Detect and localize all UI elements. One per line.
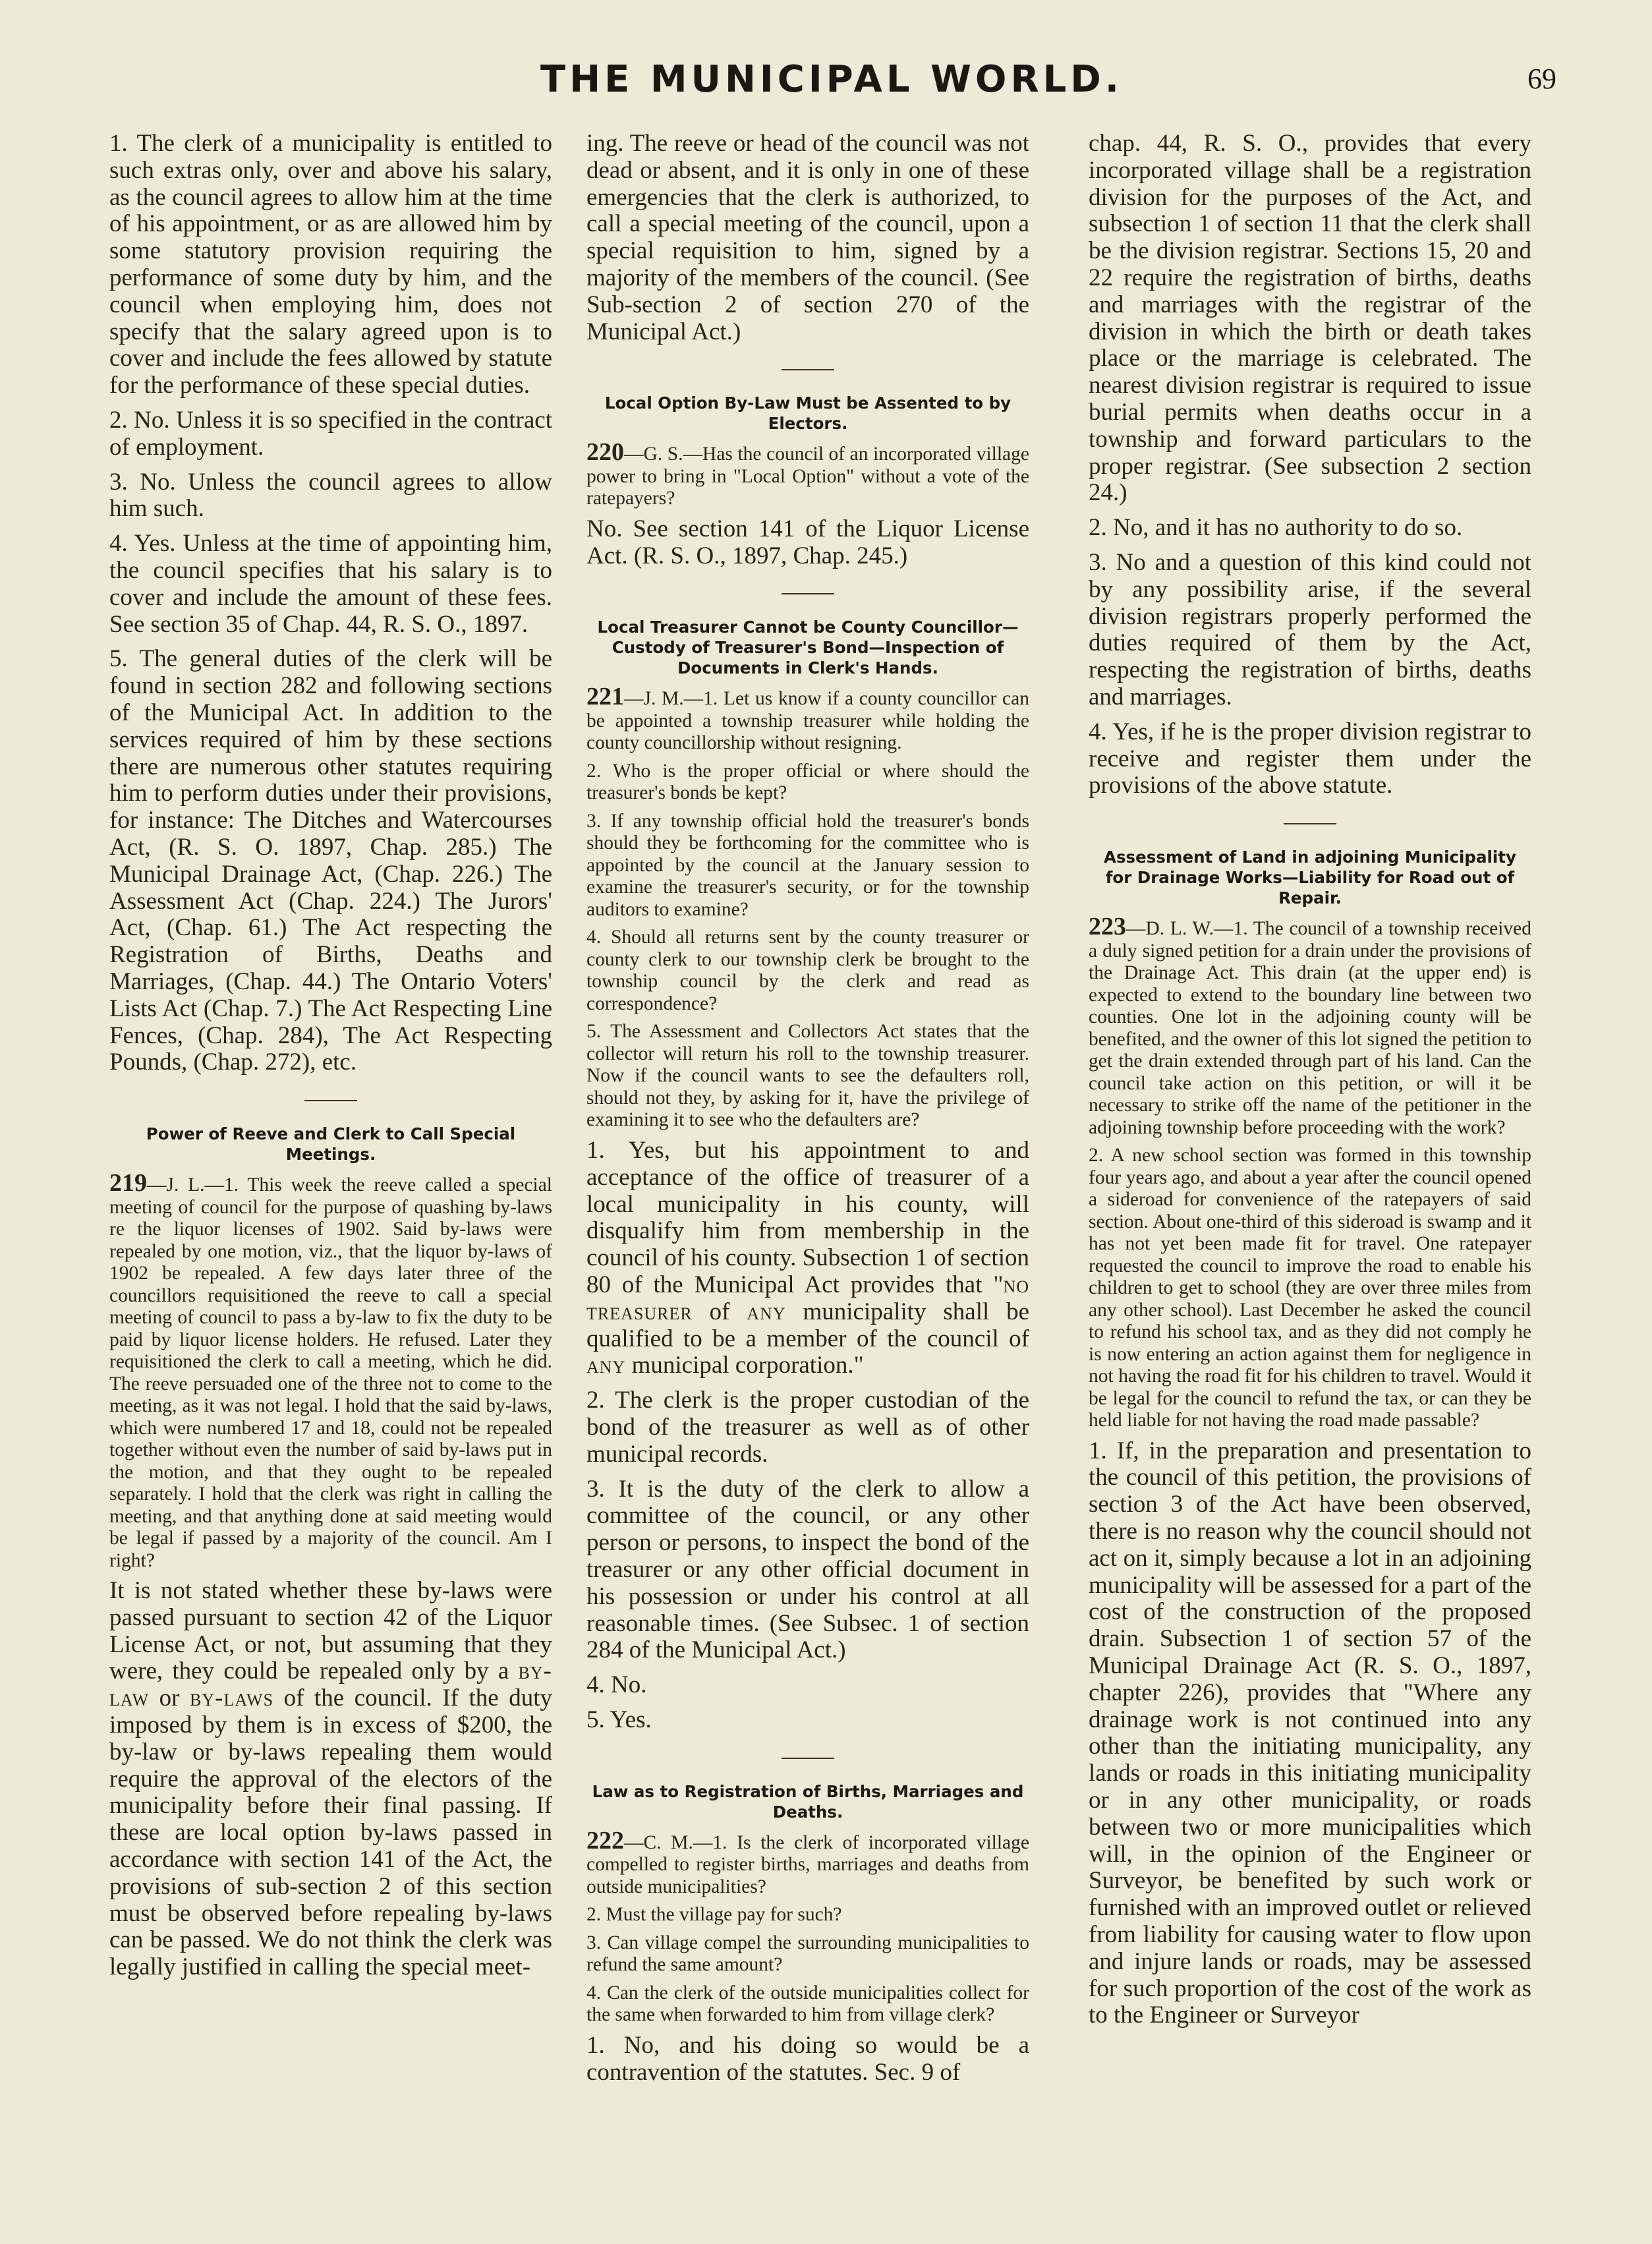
section-heading: Power of Reeve and Clerk to Call Special Meetings. bbox=[146, 1124, 516, 1165]
answer-paragraph: 2. No. Unless it is so specified in the contract of employment. bbox=[109, 406, 552, 461]
column-right bbox=[1089, 130, 1531, 2037]
section-divider bbox=[782, 593, 834, 594]
answer-paragraph: 3. No. Unless the council agrees to allow him such. bbox=[109, 468, 552, 523]
answer-paragraph: 2. The clerk is the proper custodian of the bond of the treasurer as well as of other municipal records. bbox=[586, 1387, 1029, 1468]
page-number: 69 bbox=[1527, 63, 1556, 95]
section-divider bbox=[782, 1758, 834, 1759]
question-paragraph: 2. A new school section was formed in this township four years ago, and about a year after the council opened a sideroad for convenience of the ratepayers of said section. About one-third of this sideroad is swamp and it has not yet been made fit for travel. One ratepayer requested the council to improve the road to enable his children to get to school (they are over three miles from any other school). Last December he asked the council to refund his school tax, and as they did not comply he is now entering an action against them for negligence in not having the road fit for his children to travel. Would it be legal for the council to refund the tax, or can they be held liable for not having the road made passable? bbox=[1089, 1145, 1531, 1431]
answer-text: or bbox=[159, 1684, 180, 1712]
question-paragraph: 5. The Assessment and Collectors Act states that the collector will return his roll to the township treasurer. Now if the council wants to see the defaulters roll, should not they, by asking for it, have the privilege of examining it to see who the defaulters are? bbox=[586, 1021, 1029, 1131]
column-middle bbox=[586, 130, 1029, 2094]
small-caps-text: any bbox=[586, 1352, 626, 1379]
section-divider bbox=[1284, 823, 1336, 824]
question-number: 220 bbox=[586, 438, 624, 467]
question-text: —J. L.—1. This week the reeve called a special meeting of council for the purpose of quashing by-laws re the liquor licenses of 1902. Said by-laws were repealed by one motion, viz., that the liquor by-laws of 1902 be repealed. A few days later three of the councillors requisitioned the reeve to call a special meeting of council to pass a by-law to fix the duty to be paid by liquor license holders. He refused. Later they requisitioned the clerk to call a meeting, which he did. The reeve persuaded one of the three not to come to the meeting, as it was not legal. I hold that the said by-laws, which were numbered 17 and 18, could not be repealed together without even the number of said by-laws put in the motion, and that they ought to be repealed separately. I hold that the clerk was right in calling the meeting, and that anything done at said meeting would be legal if passed by a majority of the council. Am I right? bbox=[109, 1174, 552, 1571]
answer-text: of bbox=[709, 1298, 730, 1325]
question-paragraph: 2. Who is the proper official or where should the treasurer's bonds be kept? bbox=[586, 760, 1029, 804]
answer-paragraph: 2. No, and it has no authority to do so. bbox=[1089, 514, 1463, 542]
question-number: 223 bbox=[1089, 913, 1126, 941]
answer-paragraph: 1. The clerk of a municipality is entitled to such extras only, over and above his salary, as the council agrees to allow him at the time of his appointment, or as are allowed him by some statutory provision requiring the performance of some duty by him, and the council when employing him, does not specify that the salary agreed upon is to cover and include the fees allowed by statute for the performance of these special duties. bbox=[109, 130, 552, 399]
question-number: 222 bbox=[586, 1826, 624, 1855]
section-heading: Local Option By-Law Must be Assented to by Electors. bbox=[604, 393, 1011, 434]
question-number: 219 bbox=[109, 1169, 147, 1197]
question-paragraph: 4. Should all returns sent by the county treasurer or county clerk to our township clerk be brought to the township council by the clerk and read as correspondence? bbox=[586, 927, 1029, 1014]
answer-paragraph bbox=[109, 1578, 552, 1981]
answer-paragraph: No. See section 141 of the Liquor License Act. (R. S. O., 1897, Chap. 245.) bbox=[586, 515, 1029, 569]
question-number: 221 bbox=[586, 683, 624, 711]
question-paragraph bbox=[1089, 913, 1531, 1139]
publication-title: THE MUNICIPAL WORLD. bbox=[540, 58, 1124, 101]
section-heading: Assessment of Land in adjoining Municipality for Drainage Works—Liability for Road out of Repair. bbox=[1104, 848, 1516, 908]
answer-paragraph: 1. No, and his doing so would be a contravention of the statutes. Sec. 9 of bbox=[586, 2031, 1029, 2086]
question-paragraph bbox=[109, 1169, 552, 1572]
question-paragraph bbox=[586, 1826, 1029, 1899]
section-divider bbox=[304, 1100, 357, 1101]
question-text: —J. M.—1. Let us know if a county councillor can be appointed a township treasurer while holding the county councillorship without resigning. bbox=[586, 688, 1029, 754]
answer-paragraph: 4. Yes, if he is the proper division registrar to receive and register them under the provisions of the above statute. bbox=[1089, 718, 1531, 799]
question-paragraph bbox=[586, 683, 1029, 755]
answer-paragraph bbox=[586, 1137, 1029, 1379]
answer-paragraph: chap. 44, R. S. O., provides that every incorporated village shall be a registration division for the purposes of the Act, and subsection 1 of section 11 that the clerk shall be the division registrar. Sections 15, 20 and 22 require the registration of births, deaths and marriages with the registrar of the division in which the birth or death takes place or the marriage is celebrated. The nearest division registrar is required to issue burial permits when deaths occur in a township and forward particulars to the proper registrar. (See subsection 2 section 24.) bbox=[1089, 130, 1531, 507]
answer-paragraph: 3. No and a question of this kind could not by any possibility arise, if the several division registrars properly performed the duties required of them by the Act, respecting the registration of births, deaths and marriages. bbox=[1089, 548, 1531, 710]
answer-paragraph: 5. Yes. bbox=[586, 1706, 652, 1733]
question-paragraph: 4. Can the clerk of the outside municipalities collect for the same when forwarded to him from village clerk? bbox=[586, 1982, 1029, 2026]
answer-paragraph: 5. The general duties of the clerk will be found in section 282 and following sections of the Municipal Act. In addition to the services required of him by these sections there are numerous other statutes requiring him to perform duties under their provisions, for instance: The Ditches and Watercourses Act, (R. S. O. 1897, Chap. 285.) The Municipal Drainage Act, (Chap. 226.) The Assessment Act (Chap. 224.) The Jurors' Act, (Chap. 61.) The Act respecting the Registration of Births, Deaths and Marriages, (Chap. 44.) The Ontario Voters' Lists Act (Chap. 7.) The Act Respecting Line Fences, (Chap. 284), The Act Respecting Pounds, (Chap. 272), etc. bbox=[109, 645, 552, 1076]
answer-paragraph: 1. If, in the preparation and presentation to the council of this petition, the provisions of section 3 of the Act have been observed, there is no reason why the council should not act on it, simply because a lot in an adjoining municipality will be assessed for a part of the cost of the construction of the proposed drain. Subsection 1 of section 57 of the Municipal Drainage Act (R. S. O., 1897, chapter 226), provides that "Where any drainage work is not continued into any other than the initiating municipality, any lands or roads in this initiating municipality or in any other municipality, or roads between two or more municipalities which will, in the opinion of the Engineer or Surveyor, be benefited by such work or furnished with an improved outlet or relieved from liability for causing water to flow upon and injure lands or roads, may be assessed for such proportion of the cost of the work as to the Engineer or Surveyor bbox=[1089, 1437, 1531, 2029]
answer-paragraph: ing. The reeve or head of the council was not dead or absent, and it is only in one of these emergencies that the clerk is authorized, to call a special meeting of the council, upon a special requisition to him, signed by a majority of the members of the council. (See Sub-section 2 of section 270 of the Municipal Act.) bbox=[586, 130, 1029, 345]
answer-text: of the council. If the duty imposed by them is in excess of $200, the by-law or by-laws repealing them would require the approval of the electors of the municipality before their final passing. If these are local option by-laws passed in accordance with section 141 of the Act, the provisions of sub-section 2 of this section must be observed before repealing by-laws can be passed. We do not think the clerk was legally justified in calling the special meet- bbox=[109, 1684, 553, 1981]
column-left bbox=[109, 130, 552, 1989]
answer-text: 1. Yes, but his appointment to and acceptance of the office of treasurer of a local municipality in his county, will disqualify him from membership in the council of his county. Subsection 1 of section 80 of the Municipal Act provides that " bbox=[586, 1136, 1029, 1298]
page-header bbox=[0, 58, 1652, 111]
question-paragraph bbox=[586, 438, 1029, 510]
question-paragraph: 3. Can village compel the surrounding municipalities to refund the same amount? bbox=[586, 1932, 1029, 1976]
question-text: —G. S.—Has the council of an incorporated village power to bring in "Local Option" without a vote of the ratepayers? bbox=[586, 444, 1029, 509]
small-caps-text: by-law bbox=[109, 1657, 552, 1712]
question-text: —C. M.—1. Is the clerk of incorporated village compelled to register births, marriages and deaths from outside municipalities? bbox=[586, 1831, 1029, 1897]
section-heading: Law as to Registration of Births, Marriages and Deaths. bbox=[592, 1781, 1024, 1822]
section-divider bbox=[782, 369, 834, 370]
question-paragraph: 2. Must the village pay for such? bbox=[586, 1904, 842, 1926]
small-caps-text: any bbox=[747, 1298, 786, 1325]
answer-text: It is not stated whether these by-laws were passed pursuant to section 42 of the Liquor License Act, or not, but assuming that they were, they could be repealed only by a bbox=[109, 1577, 552, 1685]
question-text: —D. L. W.—1. The council of a township received a duly signed petition for a drain under the provisions of the Drainage Act. This drain (at the upper end) is expected to extend to the boundary line between two counties. One lot in the adjoining county will be benefited, and the owner of this lot signed the petition to get the drain extended through part of his land. Can the council take action on this petition, or will it be necessary to strike off the name of the petitioner in the adjoining township before proceeding with the work? bbox=[1089, 918, 1531, 1138]
section-heading: Local Treasurer Cannot be County Councillor—Custody of Treasurer's Bond—Inspection of Documents in Clerk's Hands. bbox=[597, 618, 1019, 678]
question-paragraph: 3. If any township official hold the treasurer's bonds should they be forthcoming for the committee who is appointed by the council at the January session to examine the treasurer's security, or for the township auditors to examine? bbox=[586, 810, 1029, 920]
answer-paragraph: 4. Yes. Unless at the time of appointing him, the council specifies that his salary is to cover and include the amount of these fees. See section 35 of Chap. 44, R. S. O., 1897. bbox=[109, 530, 552, 638]
small-caps-text: no treasurer bbox=[586, 1271, 1029, 1325]
answer-paragraph: 4. No. bbox=[586, 1671, 647, 1699]
answer-text: municipal corporation." bbox=[631, 1352, 864, 1379]
small-caps-text: by-laws bbox=[190, 1684, 274, 1712]
answer-paragraph: 3. It is the duty of the clerk to allow a committee of the council, or any other person or persons, to inspect the bond of the treasurer or any other official document in his possession or under his control at all reasonable times. (See Subsec. 1 of section 284 of the Municipal Act.) bbox=[586, 1475, 1029, 1664]
answer-text: municipality shall be qualified to be a member of the council of bbox=[586, 1298, 1030, 1352]
